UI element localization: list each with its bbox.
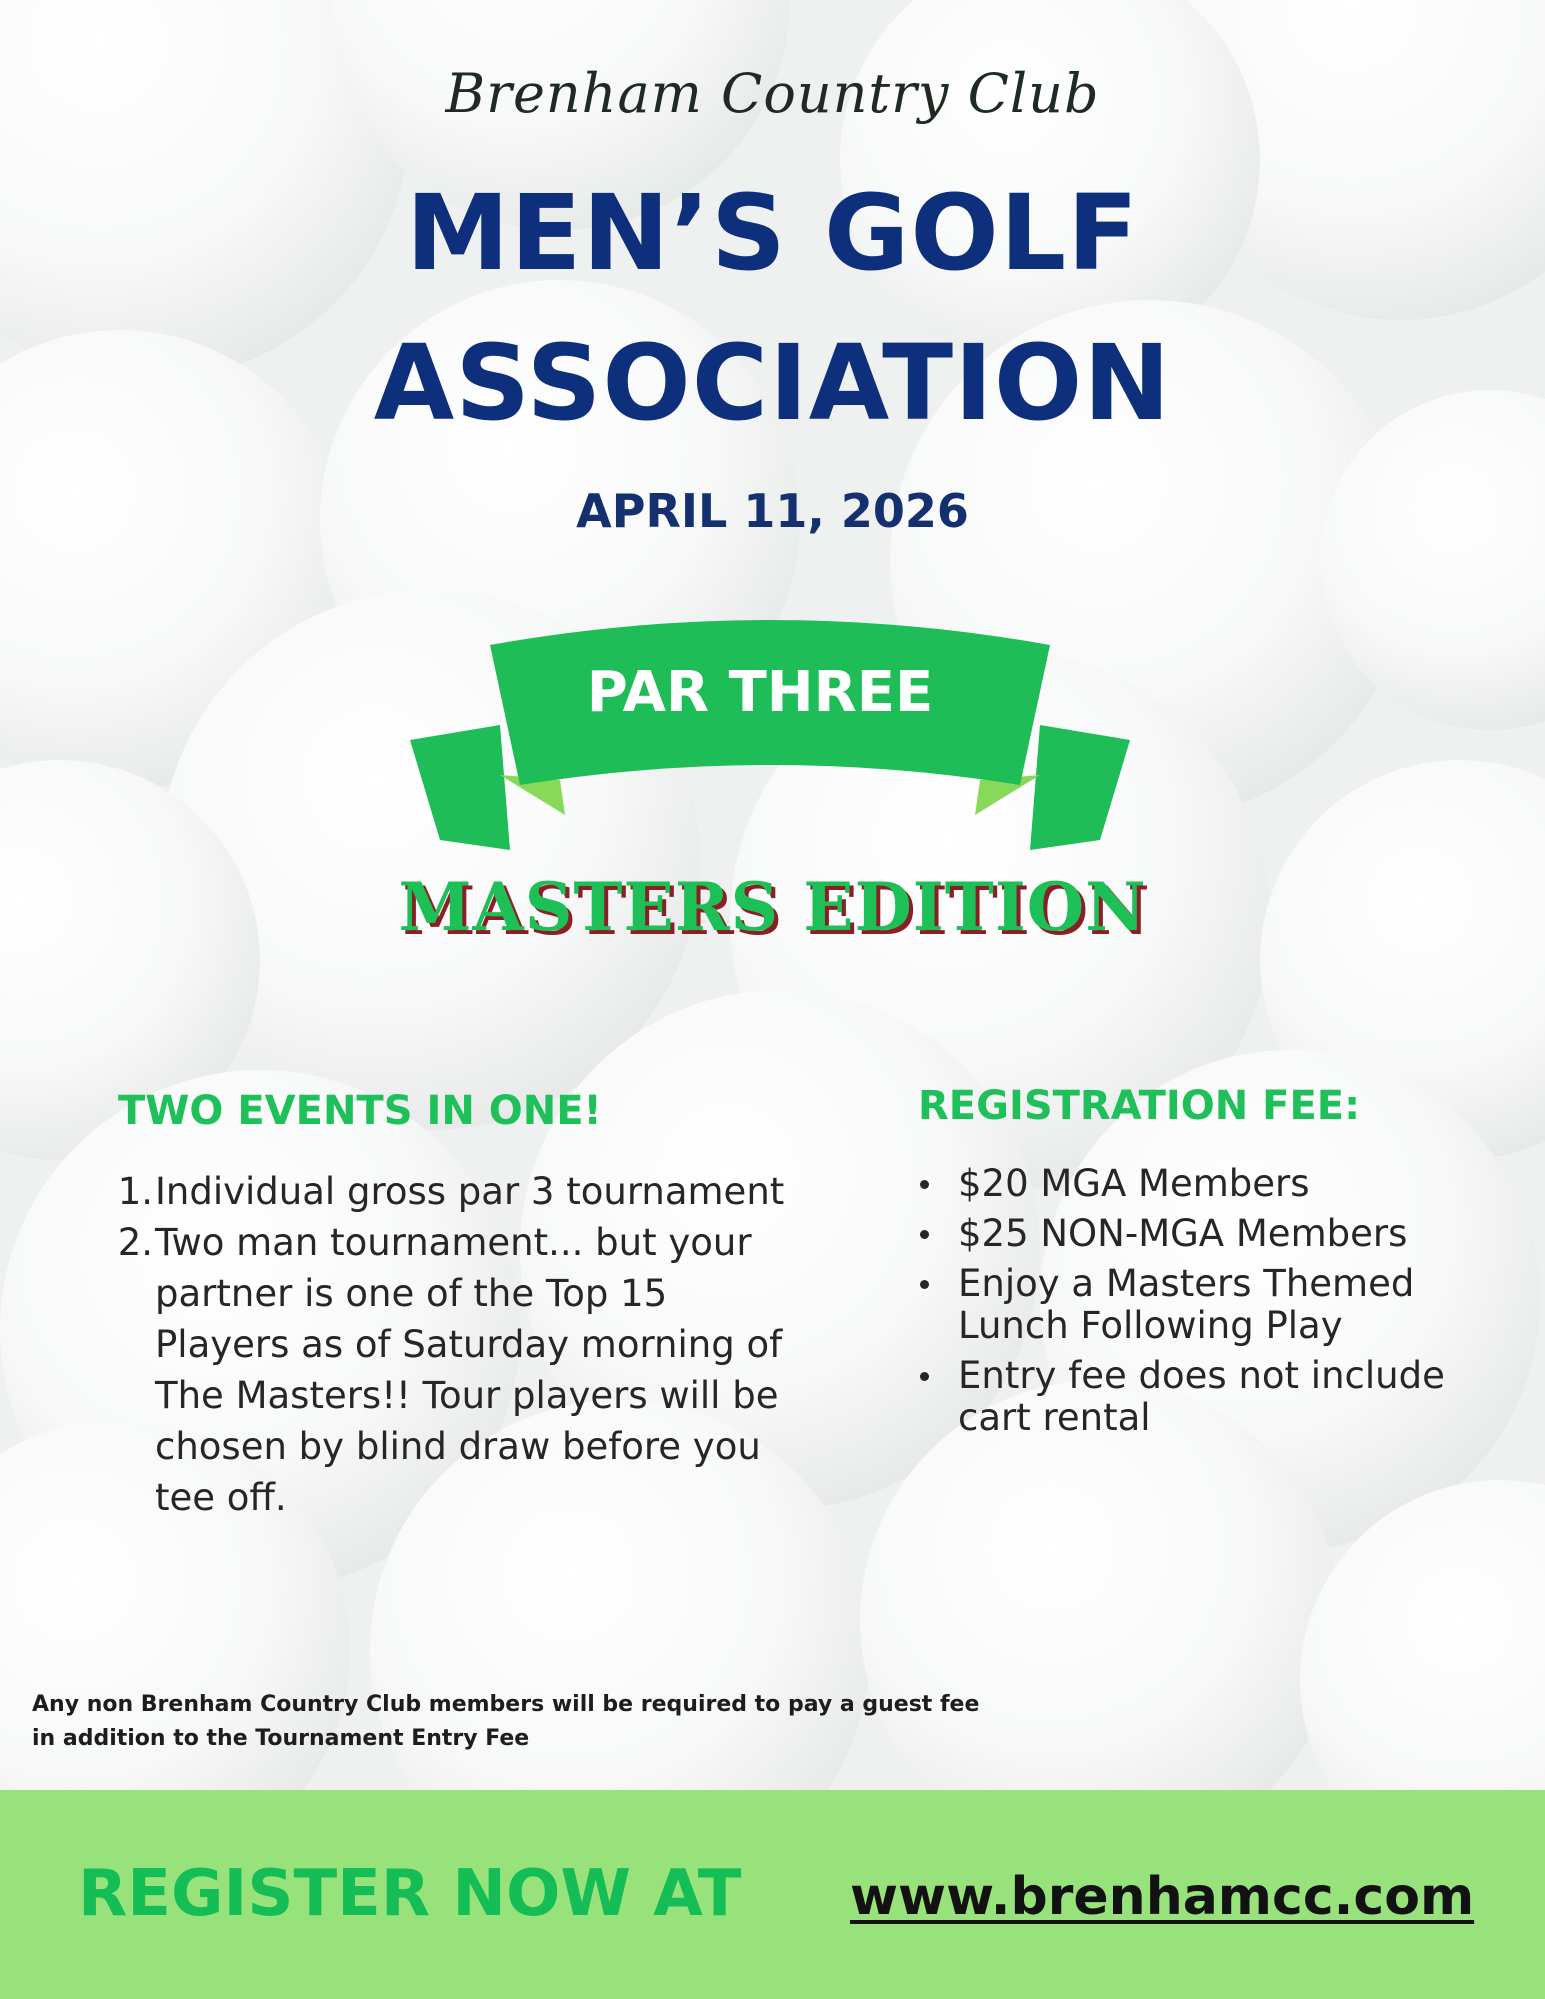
guest-fee-note: Any non Brenham Country Club members will be required to pay a guest fee in addition to the Tournament Entry Fee	[32, 1692, 980, 1751]
ribbon-banner-icon	[400, 615, 1140, 855]
list-item-text: $20 MGA Members	[958, 1162, 1310, 1205]
masters-edition-subtitle: MASTERS EDITION	[398, 868, 1147, 946]
list-item-text: Individual gross par 3 tournament	[155, 1170, 785, 1213]
fee-list	[918, 1163, 1478, 1447]
list-item-number: 2.	[117, 1221, 153, 1264]
events-list	[114, 1166, 804, 1523]
list-item-text: $25 NON-MGA Members	[958, 1212, 1408, 1255]
event-date: APRIL 11, 2026	[576, 484, 969, 538]
bullet-icon	[918, 1263, 958, 1347]
list-item-text: Two man tournament... but your partner is one of the Top 15 Players as of Saturday morning of The Masters!! Tour players will be chosen by blind draw before you tee off.	[155, 1221, 783, 1519]
register-label: REGISTER NOW AT	[78, 1857, 742, 1931]
ribbon-text: PAR THREE	[586, 660, 934, 725]
list-item-text: Enjoy a Masters Themed Lunch Following Play	[958, 1262, 1415, 1347]
list-item-number: 1.	[117, 1170, 153, 1213]
events-heading: TWO EVENTS IN ONE!	[118, 1088, 602, 1134]
page-title-line2: ASSOCIATION	[373, 322, 1172, 444]
club-name: Brenham Country Club	[445, 62, 1100, 125]
list-item	[918, 1355, 1478, 1439]
bullet-icon	[918, 1213, 958, 1255]
list-item	[918, 1263, 1478, 1347]
list-item	[918, 1213, 1478, 1255]
list-item-text: Entry fee does not include cart rental	[958, 1354, 1445, 1439]
list-item	[918, 1163, 1478, 1205]
registration-fee-heading: REGISTRATION FEE:	[918, 1083, 1361, 1129]
list-item	[114, 1217, 804, 1523]
page-title-line1: MEN’S GOLF	[405, 172, 1140, 294]
register-url-link[interactable]: www.brenhamcc.com	[850, 1867, 1475, 1927]
list-item	[114, 1166, 804, 1217]
bullet-icon	[918, 1163, 958, 1205]
bullet-icon	[918, 1355, 958, 1439]
